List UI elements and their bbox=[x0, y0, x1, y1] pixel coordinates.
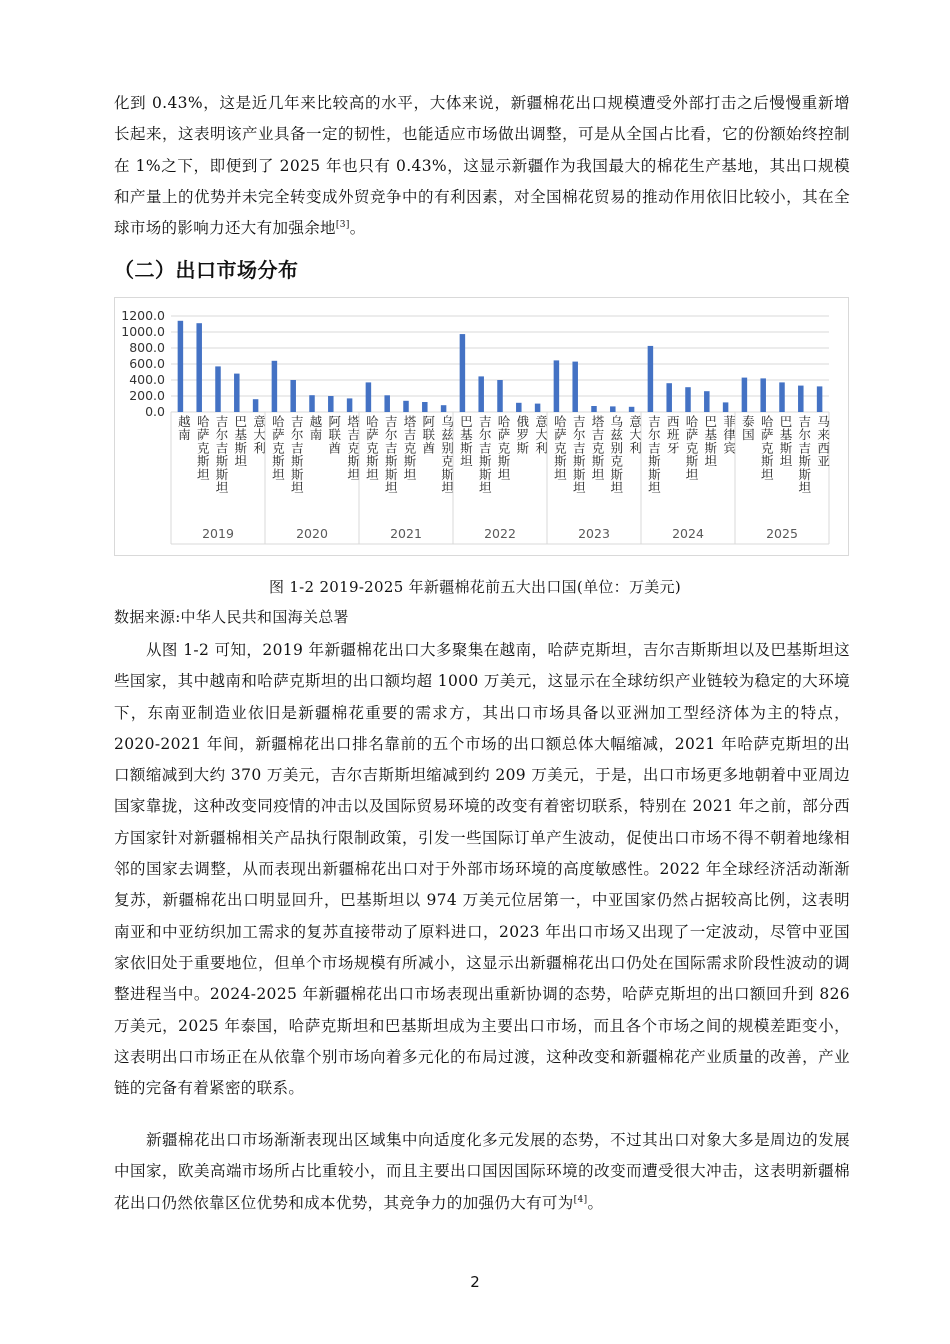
group-year-label: 2019 bbox=[202, 526, 234, 541]
x-tick-label: 吉尔吉斯斯坦 bbox=[290, 414, 304, 495]
x-tick-label: 哈萨克斯坦 bbox=[497, 414, 511, 482]
y-tick-label: 800.0 bbox=[129, 340, 165, 355]
bar bbox=[629, 407, 635, 412]
bar bbox=[403, 401, 409, 412]
y-tick-label: 1200.0 bbox=[121, 308, 165, 323]
bar bbox=[742, 378, 748, 412]
x-tick-label: 越南 bbox=[309, 414, 323, 443]
conclusion-paragraph bbox=[114, 1125, 850, 1219]
x-tick-label: 哈萨克斯坦 bbox=[272, 414, 285, 482]
data-source: 数据来源:中华人民共和国海关总署 bbox=[114, 608, 349, 626]
bar bbox=[704, 391, 710, 412]
bar bbox=[610, 406, 616, 412]
bar bbox=[384, 395, 390, 412]
x-tick-label: 吉尔吉斯斯坦 bbox=[478, 414, 492, 495]
bar bbox=[760, 378, 766, 412]
bar bbox=[723, 402, 729, 412]
bar bbox=[666, 383, 672, 412]
y-tick-label: 1000.0 bbox=[121, 324, 165, 339]
x-tick-label: 巴基斯坦 bbox=[779, 414, 793, 469]
x-tick-label: 塔吉克斯坦 bbox=[403, 414, 417, 482]
bar bbox=[441, 405, 447, 412]
bar bbox=[309, 395, 315, 412]
bar bbox=[422, 402, 428, 412]
x-tick-label: 乌兹别克斯坦 bbox=[610, 414, 624, 495]
y-tick-label: 600.0 bbox=[129, 356, 165, 371]
x-tick-label: 吉尔吉斯斯坦 bbox=[648, 414, 661, 495]
analysis-paragraph: 从图 1-2 可知，2019 年新疆棉花出口大多聚集在越南，哈萨克斯坦，吉尔吉斯斯坦以及巴基斯坦这些国家，其中越南和哈萨克斯坦的出口额均超 1000 万美元，这显示在全球纺织产业链较为稳定的大环境下，东南亚制造业依旧是新疆棉花重要的需求方，其出口市场具备以亚洲加工型经济体为主的特点，2020-2021 年间，新疆棉花出口排名靠前的五个市场的出口额总体大幅缩减，2021 年哈萨克斯坦的出口额缩减到大约 370 万美元，吉尔吉斯斯坦缩减到约 209 万美元，于是，出口市场更多地朝着中亚周边国家靠拢，这种改变同疫情的冲击以及国际贸易环境的改变有着密切联系，特别在 2021 年之前，部分西方国家针对新疆棉相关产品执行限制政策，引发一些国际订单产生波动，促使出口市场不得不朝着地缘相邻的国家去调整，从而表现出新疆棉花出口对于外部市场环境的高度敏感性。2022 年全球经济活动渐渐复苏，新疆棉花出口明显回升，巴基斯坦以 974 万美元位居第一，中亚国家仍然占据较高比例，这表明南亚和中亚纺织加工需求的复苏直接带动了原料进口，2023 年出口市场又出现了一定波动，尽管中亚国家依旧处于重要地位，但单个市场规模有所减小，这显示出新疆棉花出口仍处在国际需求阶段性波动的调整进程当中。2024-2025 年新疆棉花出口市场表现出重新协调的态势，哈萨克斯坦的出口额回升到 826 万美元，2025 年泰国，哈萨克斯坦和巴基斯坦成为主要出口市场，而且各个市场之间的规模差距变小，这表明出口市场正在从依靠个别市场向着多元化的布局过渡，这种改变和新疆棉花产业质量的改善，产业链的完备有着紧密的联系。 bbox=[114, 641, 850, 1098]
figure-caption: 图 1-2 2019-2025 年新疆棉花前五大出口国(单位：万美元) bbox=[268, 578, 682, 596]
x-tick-label: 阿联酋 bbox=[328, 414, 342, 456]
bar bbox=[178, 321, 184, 412]
x-tick-label: 巴基斯坦 bbox=[704, 414, 718, 469]
x-tick-label: 意大利 bbox=[535, 414, 548, 456]
x-tick-label: 哈萨克斯坦 bbox=[366, 414, 379, 482]
bar bbox=[535, 404, 541, 412]
reference-marker[interactable]: [4] bbox=[573, 1194, 588, 1205]
x-tick-label: 吉尔吉斯斯坦 bbox=[572, 414, 586, 495]
bar bbox=[648, 346, 654, 412]
bar bbox=[817, 386, 823, 412]
x-tick-label: 意大利 bbox=[629, 414, 642, 456]
x-tick-label: 哈萨克斯坦 bbox=[760, 414, 774, 482]
x-tick-label: 菲律宾 bbox=[723, 414, 736, 456]
bar bbox=[554, 360, 560, 412]
group-year-label: 2020 bbox=[296, 526, 328, 541]
x-tick-label: 吉尔吉斯斯坦 bbox=[215, 414, 229, 495]
bar bbox=[685, 387, 691, 412]
x-tick-label: 泰国 bbox=[742, 414, 755, 443]
x-tick-label: 巴基斯坦 bbox=[234, 414, 248, 469]
bar bbox=[516, 403, 522, 412]
bar bbox=[460, 334, 466, 412]
group-year-label: 2023 bbox=[578, 526, 610, 541]
x-tick-label: 塔吉克斯坦 bbox=[591, 414, 605, 482]
bar bbox=[328, 396, 334, 412]
x-tick-label: 哈萨克斯坦 bbox=[554, 414, 567, 482]
bar bbox=[272, 361, 278, 412]
paragraph-end: 。 bbox=[349, 219, 366, 238]
group-year-label: 2021 bbox=[390, 526, 422, 541]
bar bbox=[347, 398, 353, 412]
paragraph-end: 。 bbox=[587, 1193, 604, 1212]
bar bbox=[572, 362, 578, 412]
x-tick-label: 吉尔吉斯斯坦 bbox=[384, 414, 398, 495]
bar bbox=[591, 406, 597, 412]
bar bbox=[779, 382, 785, 412]
y-tick-label: 400.0 bbox=[129, 372, 165, 387]
x-tick-label: 巴基斯坦 bbox=[460, 414, 473, 469]
x-tick-label: 俄罗斯 bbox=[516, 414, 530, 456]
x-tick-label: 意大利 bbox=[253, 414, 266, 456]
x-tick-label: 乌兹别克斯坦 bbox=[441, 414, 454, 495]
bar bbox=[798, 386, 804, 412]
bar bbox=[366, 382, 372, 412]
x-tick-label: 哈萨克斯坦 bbox=[196, 414, 210, 482]
section-heading: （二）出口市场分布 bbox=[114, 258, 299, 282]
bar bbox=[497, 380, 503, 412]
x-tick-label: 西班牙 bbox=[666, 414, 680, 456]
x-tick-label: 哈萨克斯坦 bbox=[685, 414, 699, 482]
bar bbox=[196, 323, 202, 412]
group-year-label: 2024 bbox=[672, 526, 704, 541]
bar bbox=[234, 374, 240, 412]
bar bbox=[253, 399, 259, 412]
y-tick-label: 0.0 bbox=[145, 404, 165, 419]
bar bbox=[478, 376, 484, 412]
x-tick-label: 阿联酋 bbox=[422, 414, 436, 456]
y-tick-label: 200.0 bbox=[129, 388, 165, 403]
bar bbox=[215, 366, 221, 412]
group-year-label: 2025 bbox=[766, 526, 798, 541]
paragraph-text: 新疆棉花出口市场渐渐表现出区域集中向适度化多元发展的态势，不过其出口对象大多是周边的发展中国家，欧美高端市场所占比重较小，而且主要出口国因国际环境的改变而遭受很大冲击，这表明新疆棉花出口仍然依靠区位优势和成本优势，其竞争力的加强仍大有可为 bbox=[114, 1131, 850, 1212]
x-tick-label: 吉尔吉斯斯坦 bbox=[798, 414, 812, 495]
x-tick-label: 马来西亚 bbox=[817, 414, 830, 469]
bar bbox=[290, 380, 296, 412]
x-tick-label: 越南 bbox=[178, 414, 191, 443]
paragraph-text: 化到 0.43%，这是近几年来比较高的水平，大体来说，新疆棉花出口规模遭受外部打击之后慢慢重新增长起来，这表明该产业具备一定的韧性，也能适应市场做出调整，可是从全国占比看，它的份额始终控制在 1%之下，即便到了 2025 年也只有 0.43%，这显示新疆作为我国最大的棉花生产基地，其出口规模和产量上的优势并未完全转变成外贸竞争中的有利因素，对全国棉花贸易的推动作用依旧比较小，其在全球市场的影响力还大有加强余地 bbox=[114, 94, 850, 238]
group-year-label: 2022 bbox=[484, 526, 516, 541]
bar-chart-svg bbox=[115, 298, 848, 555]
reference-marker[interactable]: [3] bbox=[335, 220, 350, 231]
paragraph-continuation bbox=[114, 88, 850, 244]
bar-chart bbox=[114, 297, 849, 556]
x-tick-label: 塔吉克斯坦 bbox=[347, 414, 360, 482]
page-number: 2 bbox=[470, 1273, 480, 1291]
